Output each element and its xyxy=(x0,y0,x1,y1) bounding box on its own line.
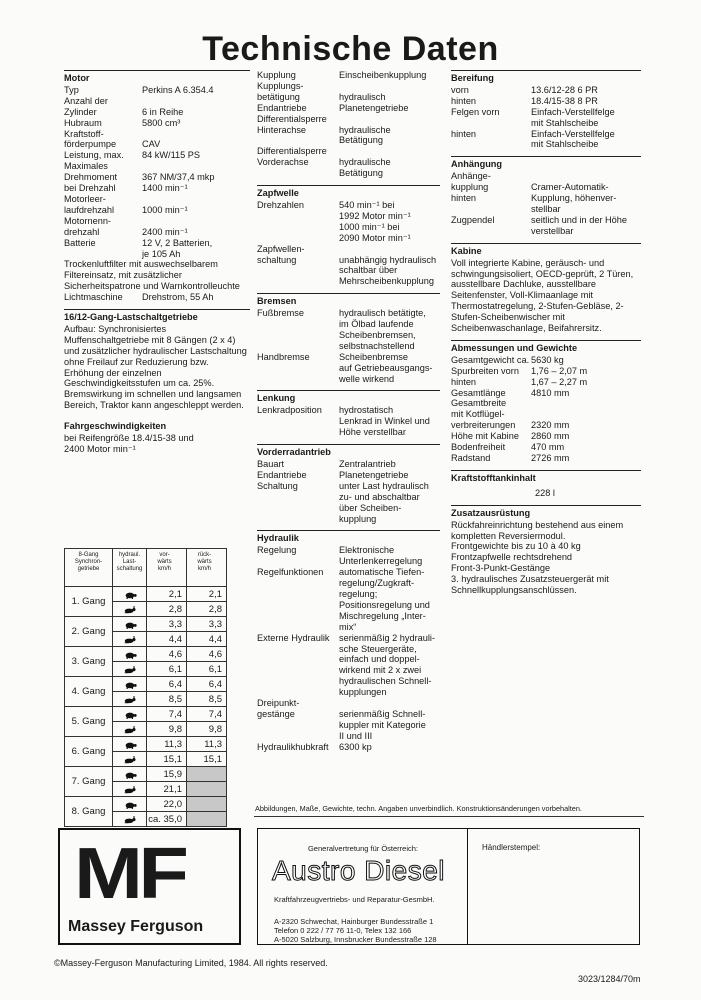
lenkung-specs xyxy=(257,405,440,438)
speed-reverse: 6,1 xyxy=(187,662,227,677)
dealer-label: Generalvertretung für Österreich: xyxy=(307,844,419,853)
spec-label: Bauart xyxy=(257,459,285,469)
speed-reverse: 3,3 xyxy=(187,617,227,632)
spec-label: Höhe mit Kabine xyxy=(451,431,519,442)
turtle-icon xyxy=(113,617,147,632)
spec-value: 18.4/15-38 8 PR xyxy=(531,95,598,106)
spec-label: Typ xyxy=(64,84,79,95)
motor-filter-text: Trockenluftfilter mit auswechselbarem Filtereinsatz, mit zusätzlicher Sicherheitspatrone und Warnkontrolleuchte xyxy=(64,259,240,292)
gear-name: 5. Gang xyxy=(65,707,113,737)
speed-reverse: 6,4 xyxy=(187,677,227,692)
gear-name: 3. Gang xyxy=(65,647,113,677)
bremsen-section xyxy=(257,293,440,384)
tank-heading: Kraftstofftankinhalt xyxy=(451,472,536,483)
spec-label: Gesamtgewicht ca. xyxy=(451,354,530,365)
speed-reverse: 7,4 xyxy=(187,707,227,722)
spec-value: hydraulische Betätigung xyxy=(339,124,391,146)
spec-label: Zugpendel xyxy=(451,214,495,225)
gear-header-rueckwaerts: rück- wärts km/h xyxy=(187,549,227,587)
fahrgeschw-section xyxy=(64,421,250,455)
spec-label: Externe Hydraulik xyxy=(257,632,330,643)
spec-value: 2860 mm xyxy=(531,431,570,442)
zusatz-section xyxy=(451,505,641,596)
hydraulik-specs xyxy=(257,545,440,752)
spec-value: Scheibenbremse auf Getriebeausgangs- welle wirkend xyxy=(339,351,433,384)
kabine-heading: Kabine xyxy=(451,245,482,256)
spec-value: 2400 min⁻¹ xyxy=(142,226,188,237)
spec-label: Schaltung xyxy=(257,480,298,491)
spec-label: Hydraulikhubkraft xyxy=(257,741,329,752)
turtle-icon xyxy=(113,737,147,752)
speed-forward: 15,9 xyxy=(147,767,187,782)
turtle-icon xyxy=(113,677,147,692)
vorderrad-section xyxy=(257,444,440,524)
spec-label: Gesamtlänge xyxy=(451,387,506,398)
gear-name: 4. Gang xyxy=(65,677,113,707)
mf-logo-mark: MF xyxy=(74,834,185,914)
zapfwelle-specs xyxy=(257,200,440,287)
spec-label: Motorleer- laufdrehzahl xyxy=(64,193,115,215)
spec-value: 1000 min⁻¹ xyxy=(142,204,188,215)
dealer-name: Austro Diesel xyxy=(272,855,446,886)
speed-forward: 22,0 xyxy=(147,797,187,812)
gear-row xyxy=(65,617,227,632)
abmessungen-heading: Abmessungen und Gewichte xyxy=(451,342,578,353)
spec-label: Batterie xyxy=(64,237,96,248)
spec-label: Dreipunkt- gestänge xyxy=(257,698,300,719)
motor-section xyxy=(64,70,250,303)
speed-forward: 2,8 xyxy=(147,602,187,617)
tank-section xyxy=(451,470,641,499)
speed-reverse: 11,3 xyxy=(187,737,227,752)
spec-value: 6300 kp xyxy=(339,741,372,752)
spec-value: Planetengetriebe xyxy=(339,102,409,113)
spec-label: bei Drehzahl xyxy=(64,183,116,194)
spec-value: Perkins A 6.354.4 xyxy=(142,84,214,95)
spec-value: 4810 mm xyxy=(531,387,570,398)
speed-reverse xyxy=(187,767,227,782)
hare-icon xyxy=(113,812,147,827)
spec-label: Bodenfreiheit xyxy=(451,442,506,453)
dealer-address-salzburg: A-5020 Salzburg, Innsbrucker Bundesstraße 128 xyxy=(274,935,437,944)
gear-speed-table xyxy=(64,548,227,827)
spec-label: Kupplung xyxy=(257,70,296,80)
mf-logo-box xyxy=(58,828,241,945)
spec-value: 12 V, 2 Batterien, je 105 Ah xyxy=(142,237,213,259)
spec-label: Hubraum xyxy=(64,117,102,128)
spec-value: hydraulisch betätigte, im Ölbad laufende Scheibenbremsen, selbstnachstellend xyxy=(339,308,426,351)
dealer-stamp-box xyxy=(467,828,640,945)
spec-value: 1400 min⁻¹ xyxy=(142,183,188,194)
gear-header-lastschaltung: hydraul. Last- schaltung xyxy=(113,549,147,587)
spec-value: 2726 mm xyxy=(531,453,570,463)
spec-label: Kupplungs- betätigung xyxy=(257,80,304,102)
speed-forward: 11,3 xyxy=(147,737,187,752)
column-left xyxy=(64,70,250,455)
turtle-icon xyxy=(113,647,147,662)
spec-value: Einfach-Verstellfelge mit Stahlscheibe xyxy=(531,128,615,150)
anhaengung-section xyxy=(451,156,641,236)
hydraulik-heading: Hydraulik xyxy=(257,533,299,544)
copyright-text: ©Massey-Ferguson Manufacturing Limited, 1984. All rights reserved. xyxy=(54,958,328,968)
spec-value: 84 kW/115 PS xyxy=(142,150,201,161)
gear-name: 6. Gang xyxy=(65,737,113,767)
speed-reverse: 15,1 xyxy=(187,752,227,767)
lenkung-heading: Lenkung xyxy=(257,393,296,404)
spec-value: hydrostatisch Lenkrad in Winkel und Höhe verstellbar xyxy=(339,405,430,438)
motor-specs xyxy=(64,85,250,260)
anhaengung-specs xyxy=(451,171,641,236)
document-number: 3023/1284/70m xyxy=(578,974,641,984)
dealer-subtitle: Kraftfahrzeugvertriebs- und Reparatur-GesmbH. xyxy=(274,895,435,904)
spec-value: 1,76 – 2,07 m xyxy=(531,365,588,376)
gear-header-vorwaerts: vor- wärts km/h xyxy=(147,549,187,587)
spec-value: 540 min⁻¹ bei 1992 Motor min⁻¹ 1000 min⁻¹ bei 2090 Motor min⁻¹ xyxy=(339,199,411,243)
speed-forward: 3,3 xyxy=(147,617,187,632)
vorderrad-specs xyxy=(257,459,440,524)
fahrgeschw-text: bei Reifengröße 18.4/15-38 und 2400 Motor min⁻¹ xyxy=(64,433,194,454)
speed-forward: 4,6 xyxy=(147,647,187,662)
spec-value: hydraulische Betätigung xyxy=(339,157,391,179)
column-right xyxy=(451,70,641,596)
bereifung-section xyxy=(451,70,641,150)
spec-label: Handbremse xyxy=(257,351,310,362)
getriebe-heading: 16/12-Gang-Lastschaltgetriebe xyxy=(64,312,198,323)
turtle-icon xyxy=(113,797,147,812)
spec-label: Lenkradposition xyxy=(257,405,322,416)
bereifung-specs xyxy=(451,85,641,150)
spec-value: Planetengetriebe xyxy=(339,469,409,480)
speed-forward: 6,1 xyxy=(147,662,187,677)
spec-label: Differentialsperre Hinterachse xyxy=(257,113,327,135)
spec-label: Maximales Drehmoment xyxy=(64,161,118,183)
dealer-address-schwechat: A-2320 Schwechat, Hainburger Bundesstraße 1 Telefon 0 222 / 77 76 11-0, Telex 132 166 xyxy=(274,917,434,935)
spec-value: seitlich und in der Höhe verstellbar xyxy=(531,214,628,236)
speed-reverse xyxy=(187,812,227,827)
zusatz-heading: Zusatzausrüstung xyxy=(451,507,531,518)
turtle-icon xyxy=(113,707,147,722)
speed-forward: 7,4 xyxy=(147,707,187,722)
speed-reverse: 2,1 xyxy=(187,587,227,602)
spec-value: 470 mm xyxy=(531,442,565,453)
gear-row xyxy=(65,587,227,602)
gear-name: 8. Gang xyxy=(65,797,113,827)
spec-label: Endantriebe xyxy=(257,469,307,480)
motor-heading: Motor xyxy=(64,73,90,83)
spec-label: Gesamtbreite mit Kotflügel- verbreiterungen xyxy=(451,398,516,431)
speed-forward: 2,1 xyxy=(147,587,187,602)
spec-label: vorn xyxy=(451,84,469,95)
hydraulik-section xyxy=(257,530,440,752)
speed-reverse: 8,5 xyxy=(187,692,227,707)
speed-reverse xyxy=(187,797,227,812)
spec-value: 5630 kg xyxy=(531,354,564,365)
bremsen-heading: Bremsen xyxy=(257,296,297,307)
gear-row xyxy=(65,737,227,752)
speed-forward: 21,1 xyxy=(147,782,187,797)
speed-reverse: 9,8 xyxy=(187,722,227,737)
spec-label: Drehzahlen xyxy=(257,199,304,210)
spec-label: Differentialsperre Vorderachse xyxy=(257,146,327,168)
hare-icon xyxy=(113,782,147,797)
spec-value: hydraulisch xyxy=(339,91,386,102)
abmessungen-specs xyxy=(451,355,641,464)
spec-label: Spurbreiten vorn xyxy=(451,365,519,376)
hare-icon xyxy=(113,632,147,647)
lichtmaschine-value: Drehstrom, 55 Ah xyxy=(142,292,214,303)
tank-value: 228 l xyxy=(535,487,555,498)
spec-value: serienmäßig 2 hydrauli- sche Steuergeräte, einfach und doppel- wirkend mit 2 x zwei hydraulischen Schnell- kupplungen xyxy=(339,632,435,698)
spec-label: hinten xyxy=(451,128,477,139)
speed-forward: 4,4 xyxy=(147,632,187,647)
bereifung-heading: Bereifung xyxy=(451,73,494,83)
spec-value: CAV xyxy=(142,139,161,150)
hare-icon xyxy=(113,722,147,737)
speed-reverse: 4,6 xyxy=(187,647,227,662)
mf-logo-name: Massey Ferguson xyxy=(68,918,204,935)
lenkung-section xyxy=(257,390,440,438)
gear-row xyxy=(65,797,227,812)
zusatz-text: Rückfahreinrichtung bestehend aus einem kompletten Reversiermodul. Frontgewichte bis zu 10 à 40 kg Frontzapfwelle rechtsdrehend Front-3-Punkt-Gestänge 3. hydraulisches Zusatzsteuergerät mit Schnellkupplungsanschlüssen. xyxy=(451,519,624,596)
kupplung-specs xyxy=(257,70,440,179)
hare-icon xyxy=(113,602,147,617)
spec-label: Regelfunktionen xyxy=(257,567,324,578)
bremsen-specs xyxy=(257,308,440,384)
spec-value: 367 NM/37,4 mkp xyxy=(142,172,215,183)
lichtmaschine-label: Lichtmaschine xyxy=(64,292,123,303)
spec-label: Motornenn- drehzahl xyxy=(64,215,111,237)
disclaimer-notice: Abbildungen, Maße, Gewichte, techn. Angaben unverbindlich. Konstruktionsänderungen vorbehalten. xyxy=(255,804,582,813)
spec-label: Anzahl der Zylinder xyxy=(64,95,108,117)
speed-reverse xyxy=(187,782,227,797)
spec-label: Endantriebe xyxy=(257,102,307,113)
gear-name: 1. Gang xyxy=(65,587,113,617)
zapfwelle-section xyxy=(257,185,440,287)
speed-forward: 15,1 xyxy=(147,752,187,767)
spec-value: 6 in Reihe xyxy=(142,106,184,117)
gear-row xyxy=(65,677,227,692)
gear-header-getriebe: 8-Gang Synchron- getriebe xyxy=(65,549,113,587)
gear-name: 7. Gang xyxy=(65,767,113,797)
gear-row xyxy=(65,767,227,782)
page-title: Technische Daten xyxy=(202,30,499,68)
speed-reverse: 2,8 xyxy=(187,602,227,617)
hare-icon xyxy=(113,752,147,767)
spec-value: 1,67 – 2,27 m xyxy=(531,376,588,387)
gear-name: 2. Gang xyxy=(65,617,113,647)
spec-label: Kraftstoff- förderpumpe xyxy=(64,128,117,150)
spec-value: automatische Tiefen- regelung/Zugkraft- regelung; Positionsregelung und Mischregelung „Inter- mix“ xyxy=(339,567,430,632)
speed-reverse: 4,4 xyxy=(187,632,227,647)
gear-row xyxy=(65,647,227,662)
spec-value: unter Last hydraulisch zu- und abschaltbar über Scheiben- kupplung xyxy=(339,480,429,524)
fahrgeschw-heading: Fahrgeschwindigkeiten xyxy=(64,421,167,432)
kabine-text: Voll integrierte Kabine, geräusch- und schwingungsisoliert, OECD-geprüft, 2 Türen, ausstellbare Dachluke, ausstellbare Seitenfenster, Voll-Klimaanlage mit Thermostatregelung, 2-Stufen-Gebläse, 2-Stufen-Scheibenwischer mit Scheibenwaschanlage, Beifahrersitz. xyxy=(451,257,634,334)
dealer-stamp-label: Händlerstempel: xyxy=(482,843,541,852)
getriebe-text: Aufbau: Synchronisiertes Muffenschaltgetriebe mit 8 Gängen (2 x 4) und zusätzlicher hydraulischer Lastschaltung ohne Freilauf zur Reduzierung bzw. Erhöhung der einzelnen Geschwindigkeitsstufen um ca. 25%. Bremswirkung im schnellen und langsamen Bereich, Traktor kann angeschleppt werden. xyxy=(64,323,247,411)
vorderrad-heading: Vorderradantrieb xyxy=(257,447,331,458)
spec-value: serienmäßig Schnell- kuppler mit Kategorie II und III xyxy=(339,708,426,741)
spec-value: 2320 mm xyxy=(531,420,570,431)
abmessungen-section xyxy=(451,340,641,464)
spec-label: hinten xyxy=(451,95,477,106)
spec-value: Einscheibenkupplung xyxy=(339,70,427,80)
speed-forward: ca. 35,0 xyxy=(147,812,187,827)
spec-value: unabhängig hydraulisch schaltbar über Mehrscheibenkupplung xyxy=(339,254,437,287)
spec-value: 5800 cm³ xyxy=(142,117,181,128)
divider xyxy=(254,816,644,817)
turtle-icon xyxy=(113,587,147,602)
hare-icon xyxy=(113,662,147,677)
spec-label: Felgen vorn xyxy=(451,106,500,117)
dealer-box xyxy=(257,828,467,945)
speed-forward: 9,8 xyxy=(147,722,187,737)
spec-value: Zentralantrieb xyxy=(339,459,396,469)
speed-forward: 6,4 xyxy=(147,677,187,692)
zapfwelle-heading: Zapfwelle xyxy=(257,188,299,199)
getriebe-section xyxy=(64,309,250,411)
spec-label: hinten xyxy=(451,376,477,387)
turtle-icon xyxy=(113,767,147,782)
hare-icon xyxy=(113,692,147,707)
gear-row xyxy=(65,707,227,722)
spec-label: Radstand xyxy=(451,453,491,463)
spec-value: Einfach-Verstellfelge mit Stahlscheibe xyxy=(531,106,615,128)
spec-label: Leistung, max. xyxy=(64,150,124,161)
spec-value: Cramer-Automatik- Kupplung, höhenver- stellbar xyxy=(531,182,617,214)
spec-label: Anhänge- kupplung hinten xyxy=(451,171,491,204)
kabine-section xyxy=(451,243,641,334)
spec-value: 13.6/12-28 6 PR xyxy=(531,84,598,95)
spec-label: Regelung xyxy=(257,545,297,556)
column-middle xyxy=(257,70,440,753)
anhaengung-heading: Anhängung xyxy=(451,159,503,170)
spec-label: Zapfwellen- schaltung xyxy=(257,243,305,265)
spec-value: Elektronische Unterlenkerregelung xyxy=(339,545,423,567)
spec-label: Fußbremse xyxy=(257,308,304,319)
speed-forward: 8,5 xyxy=(147,692,187,707)
